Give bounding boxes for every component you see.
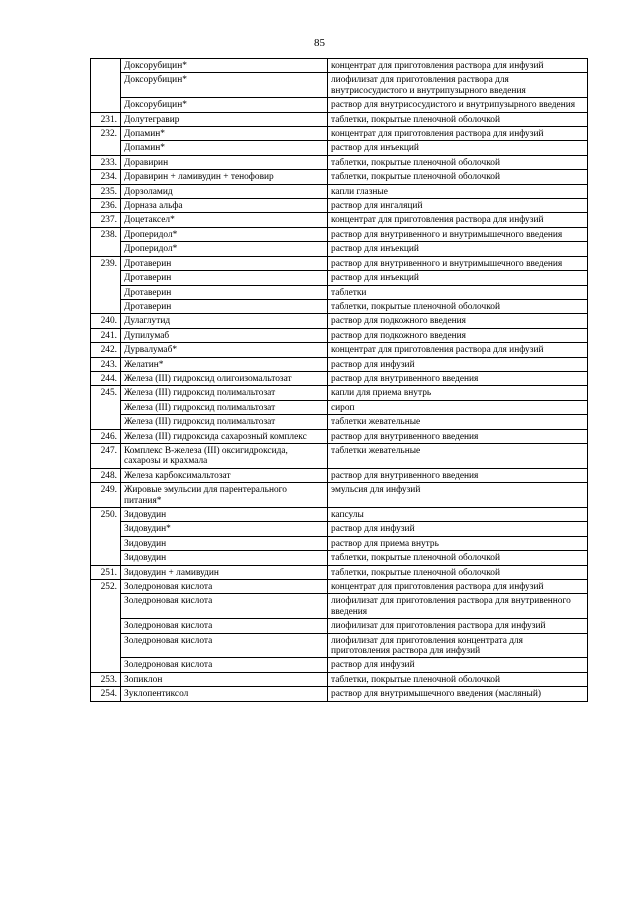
table-row <box>91 483 588 508</box>
table-row <box>91 141 588 155</box>
dosage-form: раствор для инфузий <box>328 658 588 672</box>
table-row <box>91 672 588 686</box>
item-number: 239. <box>91 256 121 314</box>
dosage-form: раствор для инъекций <box>328 242 588 256</box>
dosage-form: раствор для инъекций <box>328 271 588 285</box>
item-number: 252. <box>91 580 121 673</box>
table-row <box>91 256 588 270</box>
item-number: 250. <box>91 508 121 566</box>
item-number: 249. <box>91 483 121 508</box>
dosage-form: раствор для приема внутрь <box>328 536 588 550</box>
drug-name: Железа карбоксимальтозат <box>121 468 328 482</box>
drug-name: Дулаглутид <box>121 314 328 328</box>
table-row <box>91 343 588 357</box>
dosage-form: таблетки жевательные <box>328 443 588 468</box>
table-row <box>91 580 588 594</box>
item-number: 231. <box>91 112 121 126</box>
drug-name: Доксорубицин* <box>121 59 328 73</box>
item-number: 234. <box>91 170 121 184</box>
dosage-form: лиофилизат для приготовления концентрата для приготовления раствора для инфузий <box>328 633 588 658</box>
drug-name: Долутегравир <box>121 112 328 126</box>
table-row <box>91 184 588 198</box>
dosage-form: таблетки, покрытые пленочной оболочкой <box>328 565 588 579</box>
drug-name: Зидовудин* <box>121 522 328 536</box>
drug-name: Дорназа альфа <box>121 199 328 213</box>
table-row <box>91 199 588 213</box>
dosage-form: концентрат для приготовления раствора для инфузий <box>328 580 588 594</box>
drug-name: Золедроновая кислота <box>121 619 328 633</box>
dosage-form: таблетки, покрытые пленочной оболочкой <box>328 299 588 313</box>
drug-name: Доксорубицин* <box>121 98 328 112</box>
table-row <box>91 565 588 579</box>
table-row <box>91 371 588 385</box>
item-number: 242. <box>91 343 121 357</box>
drug-name: Желатин* <box>121 357 328 371</box>
item-number <box>91 59 121 113</box>
item-number: 241. <box>91 328 121 342</box>
drug-name: Дурвалумаб* <box>121 343 328 357</box>
dosage-form: капли глазные <box>328 184 588 198</box>
dosage-form: раствор для внутривенного и внутримышечного введения <box>328 256 588 270</box>
drug-name: Железа (III) гидроксид полимальтозат <box>121 415 328 429</box>
table-row <box>91 73 588 98</box>
drug-name: Железа (III) гидроксида сахарозный комплекс <box>121 429 328 443</box>
dosage-form: раствор для внутривенного и внутримышечного введения <box>328 227 588 241</box>
drug-name: Зуклопентиксол <box>121 687 328 701</box>
dosage-form: концентрат для приготовления раствора для инфузий <box>328 59 588 73</box>
drug-name: Доксорубицин* <box>121 73 328 98</box>
table-row <box>91 619 588 633</box>
dosage-form: раствор для внутривенного введения <box>328 371 588 385</box>
drug-name: Дротаверин <box>121 299 328 313</box>
drug-name: Золедроновая кислота <box>121 594 328 619</box>
table-row <box>91 285 588 299</box>
dosage-form: лиофилизат для приготовления раствора для инфузий <box>328 619 588 633</box>
table-row <box>91 112 588 126</box>
drug-table-body <box>91 59 588 702</box>
table-row <box>91 633 588 658</box>
item-number: 248. <box>91 468 121 482</box>
item-number: 246. <box>91 429 121 443</box>
table-row <box>91 415 588 429</box>
drug-name: Золедроновая кислота <box>121 633 328 658</box>
dosage-form: концентрат для приготовления раствора для инфузий <box>328 343 588 357</box>
item-number: 245. <box>91 386 121 429</box>
drug-name: Допамин* <box>121 141 328 155</box>
drug-name: Дротаверин <box>121 256 328 270</box>
table-row <box>91 155 588 169</box>
table-row <box>91 400 588 414</box>
page-number: 85 <box>314 37 325 49</box>
table-row <box>91 594 588 619</box>
drug-name: Зидовудин <box>121 536 328 550</box>
item-number: 247. <box>91 443 121 468</box>
table-row <box>91 59 588 73</box>
dosage-form: капсулы <box>328 508 588 522</box>
item-number: 253. <box>91 672 121 686</box>
drug-name: Дроперидол* <box>121 227 328 241</box>
drug-name: Железа (III) гидроксид полимальтозат <box>121 400 328 414</box>
dosage-form: раствор для ингаляций <box>328 199 588 213</box>
drug-name: Зидовудин <box>121 508 328 522</box>
drug-name: Зидовудин + ламивудин <box>121 565 328 579</box>
dosage-form: раствор для подкожного введения <box>328 328 588 342</box>
table-row <box>91 508 588 522</box>
item-number: 237. <box>91 213 121 227</box>
drug-name: Жировые эмульсии для парентерального питания* <box>121 483 328 508</box>
table-row <box>91 127 588 141</box>
dosage-form: раствор для внутривенного введения <box>328 429 588 443</box>
dosage-form: таблетки, покрытые пленочной оболочкой <box>328 170 588 184</box>
drug-name: Доравирин <box>121 155 328 169</box>
drug-name: Золедроновая кислота <box>121 658 328 672</box>
dosage-form: таблетки, покрытые пленочной оболочкой <box>328 155 588 169</box>
table-row <box>91 468 588 482</box>
dosage-form: таблетки, покрытые пленочной оболочкой <box>328 672 588 686</box>
table-row <box>91 658 588 672</box>
dosage-form: сироп <box>328 400 588 414</box>
drug-name: Дорзоламид <box>121 184 328 198</box>
table-row <box>91 429 588 443</box>
table-row <box>91 314 588 328</box>
drug-name: Допамин* <box>121 127 328 141</box>
dosage-form: лиофилизат для приготовления раствора для внутрисосудистого и внутрипузырного введения <box>328 73 588 98</box>
drug-table <box>90 58 588 702</box>
drug-name: Железа (III) гидроксид полимальтозат <box>121 386 328 400</box>
drug-name: Зопиклон <box>121 672 328 686</box>
dosage-form: раствор для инфузий <box>328 522 588 536</box>
dosage-form: капли для приема внутрь <box>328 386 588 400</box>
item-number: 235. <box>91 184 121 198</box>
table-row <box>91 213 588 227</box>
dosage-form: эмульсия для инфузий <box>328 483 588 508</box>
drug-name: Зидовудин <box>121 551 328 565</box>
item-number: 236. <box>91 199 121 213</box>
dosage-form: таблетки жевательные <box>328 415 588 429</box>
item-number: 251. <box>91 565 121 579</box>
table-row <box>91 443 588 468</box>
dosage-form: раствор для внутримышечного введения (масляный) <box>328 687 588 701</box>
drug-name: Дупилумаб <box>121 328 328 342</box>
drug-name: Дротаверин <box>121 271 328 285</box>
table-row <box>91 551 588 565</box>
item-number: 233. <box>91 155 121 169</box>
dosage-form: раствор для внутрисосудистого и внутрипузырного введения <box>328 98 588 112</box>
table-row <box>91 328 588 342</box>
item-number: 240. <box>91 314 121 328</box>
dosage-form: таблетки, покрытые пленочной оболочкой <box>328 112 588 126</box>
table-row <box>91 386 588 400</box>
dosage-form: концентрат для приготовления раствора для инфузий <box>328 127 588 141</box>
dosage-form: таблетки, покрытые пленочной оболочкой <box>328 551 588 565</box>
dosage-form: раствор для подкожного введения <box>328 314 588 328</box>
drug-name: Доравирин + ламивудин + тенофовир <box>121 170 328 184</box>
dosage-form: концентрат для приготовления раствора для инфузий <box>328 213 588 227</box>
table-row <box>91 98 588 112</box>
dosage-form: раствор для инъекций <box>328 141 588 155</box>
drug-name: Железа (III) гидроксид олигоизомальтозат <box>121 371 328 385</box>
drug-name: Дротаверин <box>121 285 328 299</box>
item-number: 243. <box>91 357 121 371</box>
dosage-form: раствор для инфузий <box>328 357 588 371</box>
dosage-form: раствор для внутривенного введения <box>328 468 588 482</box>
table-row <box>91 687 588 701</box>
item-number: 232. <box>91 127 121 156</box>
table-row <box>91 227 588 241</box>
table-row <box>91 357 588 371</box>
drug-name: Комплекс В-железа (III) оксигидроксида, сахарозы и крахмала <box>121 443 328 468</box>
table-row <box>91 242 588 256</box>
dosage-form: лиофилизат для приготовления раствора для внутривенного введения <box>328 594 588 619</box>
item-number: 238. <box>91 227 121 256</box>
table-row <box>91 536 588 550</box>
drug-name: Дроперидол* <box>121 242 328 256</box>
drug-name: Золедроновая кислота <box>121 580 328 594</box>
table-row <box>91 299 588 313</box>
item-number: 244. <box>91 371 121 385</box>
table-row <box>91 271 588 285</box>
drug-name: Доцетаксел* <box>121 213 328 227</box>
table-row <box>91 170 588 184</box>
table-row <box>91 522 588 536</box>
dosage-form: таблетки <box>328 285 588 299</box>
item-number: 254. <box>91 687 121 701</box>
